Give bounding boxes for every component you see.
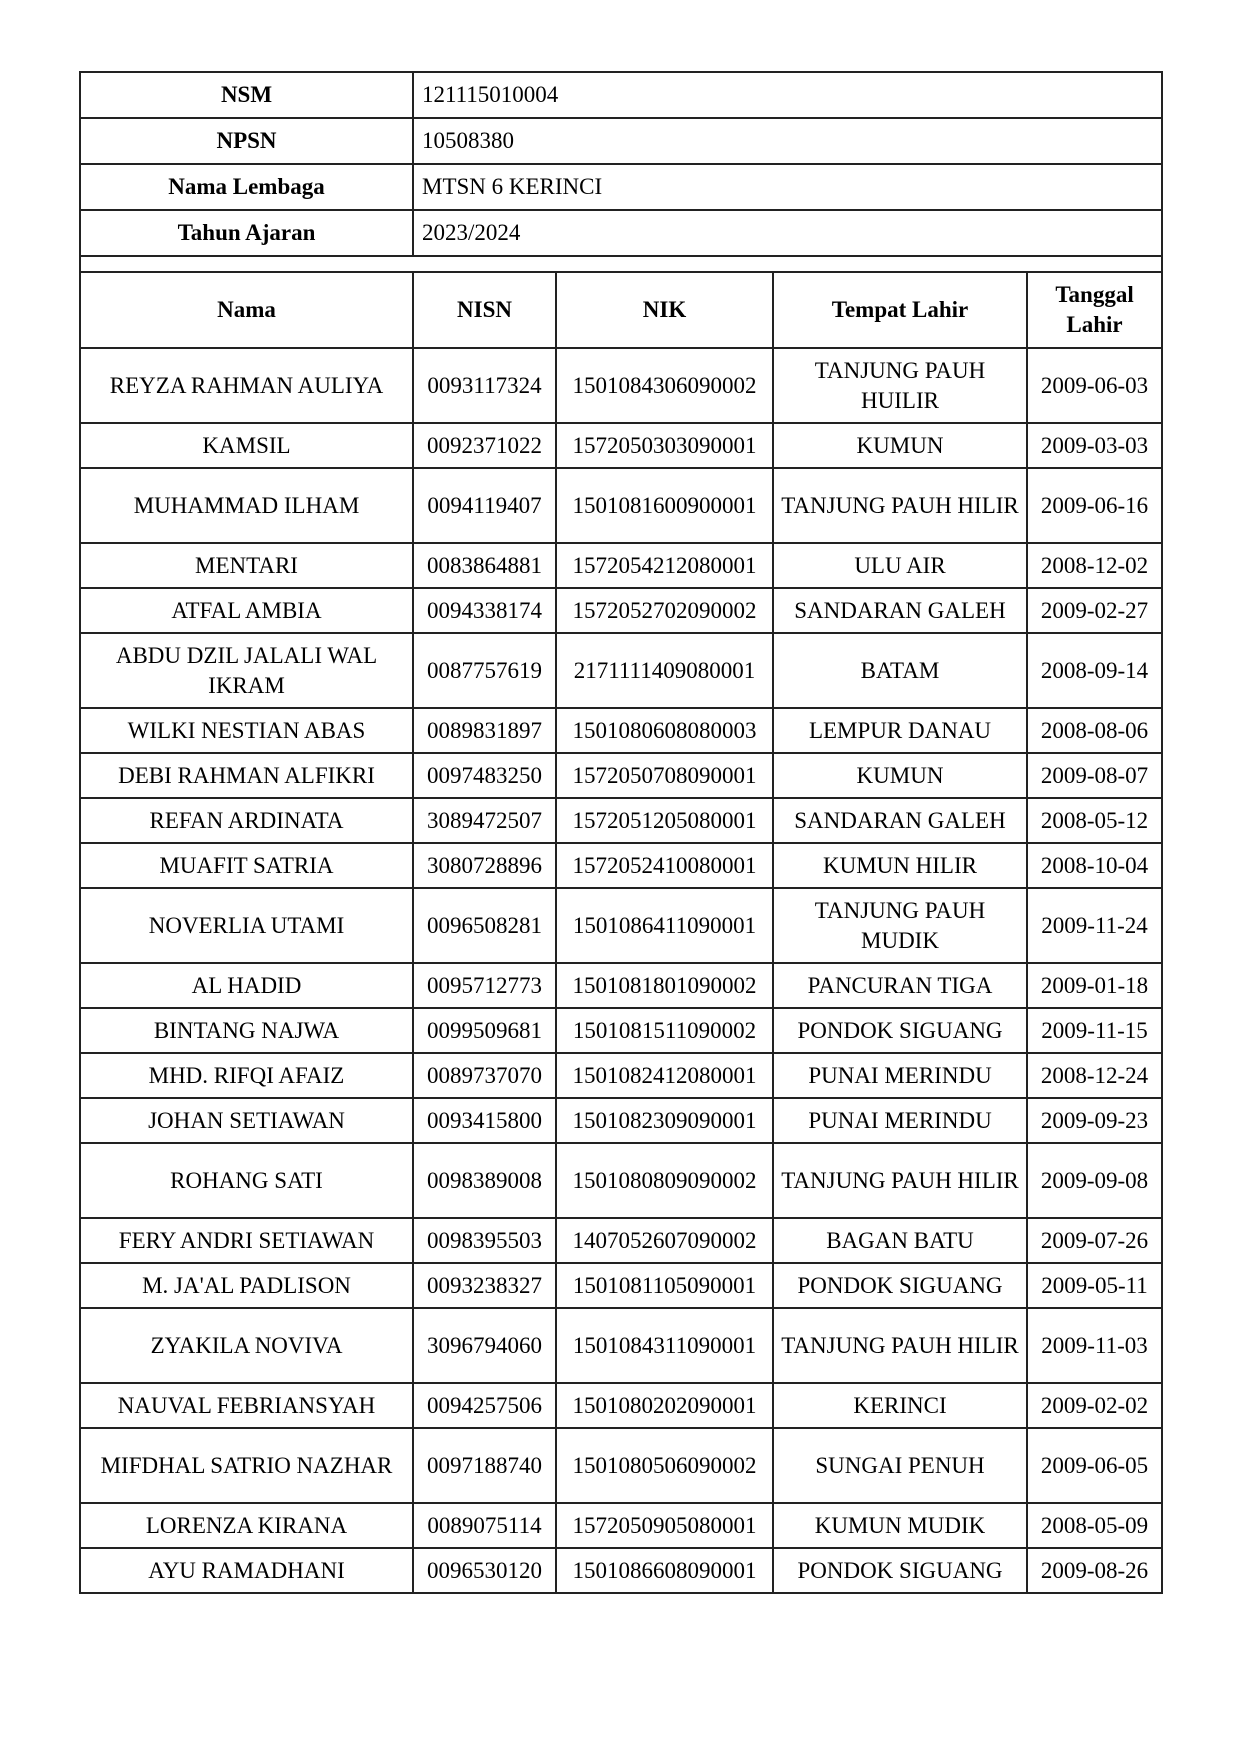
nsm-label: NSM: [80, 72, 413, 118]
cell-nik: 1501082412080001: [556, 1053, 773, 1098]
cell-nisn: 0098395503: [413, 1218, 556, 1263]
cell-nisn: 0093117324: [413, 348, 556, 423]
cell-nik: 1501086608090001: [556, 1548, 773, 1593]
cell-tanggal-lahir: 2009-11-15: [1027, 1008, 1162, 1053]
nsm-value: 121115010004: [413, 72, 1162, 118]
cell-tempat-lahir: TANJUNG PAUH MUDIK: [773, 888, 1027, 963]
cell-tempat-lahir: TANJUNG PAUH HILIR: [773, 1308, 1027, 1383]
cell-nik: 1572054212080001: [556, 543, 773, 588]
table-row: [80, 543, 1162, 588]
cell-tempat-lahir: SANDARAN GALEH: [773, 798, 1027, 843]
table-row: [80, 1428, 1162, 1503]
cell-nama: LORENZA KIRANA: [80, 1503, 413, 1548]
cell-tanggal-lahir: 2009-08-26: [1027, 1548, 1162, 1593]
table-row: [80, 708, 1162, 753]
cell-nama: AL HADID: [80, 963, 413, 1008]
cell-nama: NOVERLIA UTAMI: [80, 888, 413, 963]
cell-nisn: 0096530120: [413, 1548, 556, 1593]
cell-nik: 1572050303090001: [556, 423, 773, 468]
header-nama: Nama: [80, 272, 413, 348]
table-row: [80, 468, 1162, 543]
cell-nisn: 0098389008: [413, 1143, 556, 1218]
cell-nik: 1501081105090001: [556, 1263, 773, 1308]
header-nik: NIK: [556, 272, 773, 348]
cell-nik: 1501081600900001: [556, 468, 773, 543]
table-row: [80, 1218, 1162, 1263]
cell-nisn: 0089831897: [413, 708, 556, 753]
cell-nisn: 0094257506: [413, 1383, 556, 1428]
table-row: [80, 1263, 1162, 1308]
cell-nisn: 0089075114: [413, 1503, 556, 1548]
cell-tanggal-lahir: 2008-05-09: [1027, 1503, 1162, 1548]
cell-nisn: 0096508281: [413, 888, 556, 963]
cell-tempat-lahir: BAGAN BATU: [773, 1218, 1027, 1263]
spacer-row: [80, 256, 1162, 272]
table-row: [80, 1548, 1162, 1593]
cell-tanggal-lahir: 2008-10-04: [1027, 843, 1162, 888]
cell-nik: 1572051205080001: [556, 798, 773, 843]
cell-nisn: 0097188740: [413, 1428, 556, 1503]
table-row: [80, 633, 1162, 708]
cell-nama: ROHANG SATI: [80, 1143, 413, 1218]
cell-nama: ATFAL AMBIA: [80, 588, 413, 633]
cell-nik: 1407052607090002: [556, 1218, 773, 1263]
cell-tanggal-lahir: 2009-09-23: [1027, 1098, 1162, 1143]
table-row: [80, 1308, 1162, 1383]
tahun-label: Tahun Ajaran: [80, 210, 413, 256]
cell-nama: DEBI RAHMAN ALFIKRI: [80, 753, 413, 798]
cell-nik: 1572052702090002: [556, 588, 773, 633]
cell-tanggal-lahir: 2009-08-07: [1027, 753, 1162, 798]
cell-nisn: 0093238327: [413, 1263, 556, 1308]
table-row: [80, 588, 1162, 633]
cell-nik: 1501081801090002: [556, 963, 773, 1008]
info-row-npsn: [80, 118, 1162, 164]
cell-tanggal-lahir: 2009-07-26: [1027, 1218, 1162, 1263]
cell-nama: AYU RAMADHANI: [80, 1548, 413, 1593]
cell-nisn: 0089737070: [413, 1053, 556, 1098]
cell-nisn: 0097483250: [413, 753, 556, 798]
cell-nisn: 0087757619: [413, 633, 556, 708]
cell-nisn: 0099509681: [413, 1008, 556, 1053]
info-row-nsm: [80, 72, 1162, 118]
cell-nisn: 0083864881: [413, 543, 556, 588]
spacer-cell: [80, 256, 1162, 272]
cell-nama: FERY ANDRI SETIAWAN: [80, 1218, 413, 1263]
cell-tanggal-lahir: 2008-12-02: [1027, 543, 1162, 588]
cell-nama: WILKI NESTIAN ABAS: [80, 708, 413, 753]
cell-tempat-lahir: KUMUN MUDIK: [773, 1503, 1027, 1548]
npsn-value: 10508380: [413, 118, 1162, 164]
cell-tanggal-lahir: 2008-08-06: [1027, 708, 1162, 753]
cell-tanggal-lahir: 2009-02-27: [1027, 588, 1162, 633]
cell-tanggal-lahir: 2008-09-14: [1027, 633, 1162, 708]
tahun-value: 2023/2024: [413, 210, 1162, 256]
cell-tanggal-lahir: 2009-02-02: [1027, 1383, 1162, 1428]
table-row: [80, 1383, 1162, 1428]
cell-nama: JOHAN SETIAWAN: [80, 1098, 413, 1143]
cell-nik: 1501080202090001: [556, 1383, 773, 1428]
cell-tanggal-lahir: 2009-05-11: [1027, 1263, 1162, 1308]
cell-nik: 1501084306090002: [556, 348, 773, 423]
cell-nama: MENTARI: [80, 543, 413, 588]
cell-tanggal-lahir: 2009-09-08: [1027, 1143, 1162, 1218]
table-row: [80, 423, 1162, 468]
cell-nik: 1501082309090001: [556, 1098, 773, 1143]
cell-tanggal-lahir: 2009-11-24: [1027, 888, 1162, 963]
cell-nisn: 0093415800: [413, 1098, 556, 1143]
header-tanggal-lahir: Tanggal Lahir: [1027, 272, 1162, 348]
cell-nama: ABDU DZIL JALALI WAL IKRAM: [80, 633, 413, 708]
cell-nama: ZYAKILA NOVIVA: [80, 1308, 413, 1383]
cell-tanggal-lahir: 2009-01-18: [1027, 963, 1162, 1008]
cell-tanggal-lahir: 2009-06-16: [1027, 468, 1162, 543]
table-row: [80, 1008, 1162, 1053]
cell-tempat-lahir: PONDOK SIGUANG: [773, 1548, 1027, 1593]
cell-nik: 1572050905080001: [556, 1503, 773, 1548]
cell-tempat-lahir: PANCURAN TIGA: [773, 963, 1027, 1008]
cell-nama: MHD. RIFQI AFAIZ: [80, 1053, 413, 1098]
cell-tanggal-lahir: 2009-06-03: [1027, 348, 1162, 423]
cell-tempat-lahir: PUNAI MERINDU: [773, 1098, 1027, 1143]
cell-tempat-lahir: KUMUN: [773, 753, 1027, 798]
cell-nisn: 0094338174: [413, 588, 556, 633]
student-table: [79, 71, 1163, 1594]
cell-nisn: 0094119407: [413, 468, 556, 543]
table-row: [80, 963, 1162, 1008]
table-row: [80, 348, 1162, 423]
cell-nik: 1501086411090001: [556, 888, 773, 963]
cell-tempat-lahir: PONDOK SIGUANG: [773, 1263, 1027, 1308]
cell-tempat-lahir: SUNGAI PENUH: [773, 1428, 1027, 1503]
lembaga-value: MTSN 6 KERINCI: [413, 164, 1162, 210]
table-row: [80, 843, 1162, 888]
cell-nama: MUHAMMAD ILHAM: [80, 468, 413, 543]
cell-nisn: 0092371022: [413, 423, 556, 468]
cell-nik: 1501080608080003: [556, 708, 773, 753]
cell-nik: 1501081511090002: [556, 1008, 773, 1053]
cell-nama: MIFDHAL SATRIO NAZHAR: [80, 1428, 413, 1503]
cell-nama: MUAFIT SATRIA: [80, 843, 413, 888]
cell-tempat-lahir: KERINCI: [773, 1383, 1027, 1428]
cell-nama: REYZA RAHMAN AULIYA: [80, 348, 413, 423]
cell-tempat-lahir: SANDARAN GALEH: [773, 588, 1027, 633]
cell-nama: M. JA'AL PADLISON: [80, 1263, 413, 1308]
cell-tempat-lahir: LEMPUR DANAU: [773, 708, 1027, 753]
cell-nisn: 3089472507: [413, 798, 556, 843]
cell-nisn: 3080728896: [413, 843, 556, 888]
cell-nik: 1501080506090002: [556, 1428, 773, 1503]
cell-tempat-lahir: ULU AIR: [773, 543, 1027, 588]
cell-tanggal-lahir: 2009-11-03: [1027, 1308, 1162, 1383]
cell-nik: 2171111409080001: [556, 633, 773, 708]
table-row: [80, 1503, 1162, 1548]
cell-tempat-lahir: TANJUNG PAUH HUILIR: [773, 348, 1027, 423]
cell-tempat-lahir: BATAM: [773, 633, 1027, 708]
cell-tanggal-lahir: 2009-03-03: [1027, 423, 1162, 468]
cell-nama: BINTANG NAJWA: [80, 1008, 413, 1053]
lembaga-label: Nama Lembaga: [80, 164, 413, 210]
cell-nama: KAMSIL: [80, 423, 413, 468]
cell-nisn: 0095712773: [413, 963, 556, 1008]
header-tempat-lahir: Tempat Lahir: [773, 272, 1027, 348]
cell-nik: 1501084311090001: [556, 1308, 773, 1383]
info-row-lembaga: [80, 164, 1162, 210]
npsn-label: NPSN: [80, 118, 413, 164]
cell-nisn: 3096794060: [413, 1308, 556, 1383]
table-header: [80, 272, 1162, 348]
table-row: [80, 1053, 1162, 1098]
cell-tempat-lahir: KUMUN: [773, 423, 1027, 468]
info-row-tahun: [80, 210, 1162, 256]
table-row: [80, 1098, 1162, 1143]
cell-tempat-lahir: PONDOK SIGUANG: [773, 1008, 1027, 1053]
cell-tanggal-lahir: 2009-06-05: [1027, 1428, 1162, 1503]
cell-nik: 1501080809090002: [556, 1143, 773, 1218]
cell-tempat-lahir: PUNAI MERINDU: [773, 1053, 1027, 1098]
cell-nama: NAUVAL FEBRIANSYAH: [80, 1383, 413, 1428]
cell-tanggal-lahir: 2008-12-24: [1027, 1053, 1162, 1098]
table-row: [80, 1143, 1162, 1218]
table-row: [80, 798, 1162, 843]
cell-tempat-lahir: KUMUN HILIR: [773, 843, 1027, 888]
cell-tempat-lahir: TANJUNG PAUH HILIR: [773, 468, 1027, 543]
cell-nama: REFAN ARDINATA: [80, 798, 413, 843]
cell-nik: 1572052410080001: [556, 843, 773, 888]
cell-nik: 1572050708090001: [556, 753, 773, 798]
cell-tempat-lahir: TANJUNG PAUH HILIR: [773, 1143, 1027, 1218]
table-row: [80, 753, 1162, 798]
header-nisn: NISN: [413, 272, 556, 348]
table-row: [80, 888, 1162, 963]
cell-tanggal-lahir: 2008-05-12: [1027, 798, 1162, 843]
